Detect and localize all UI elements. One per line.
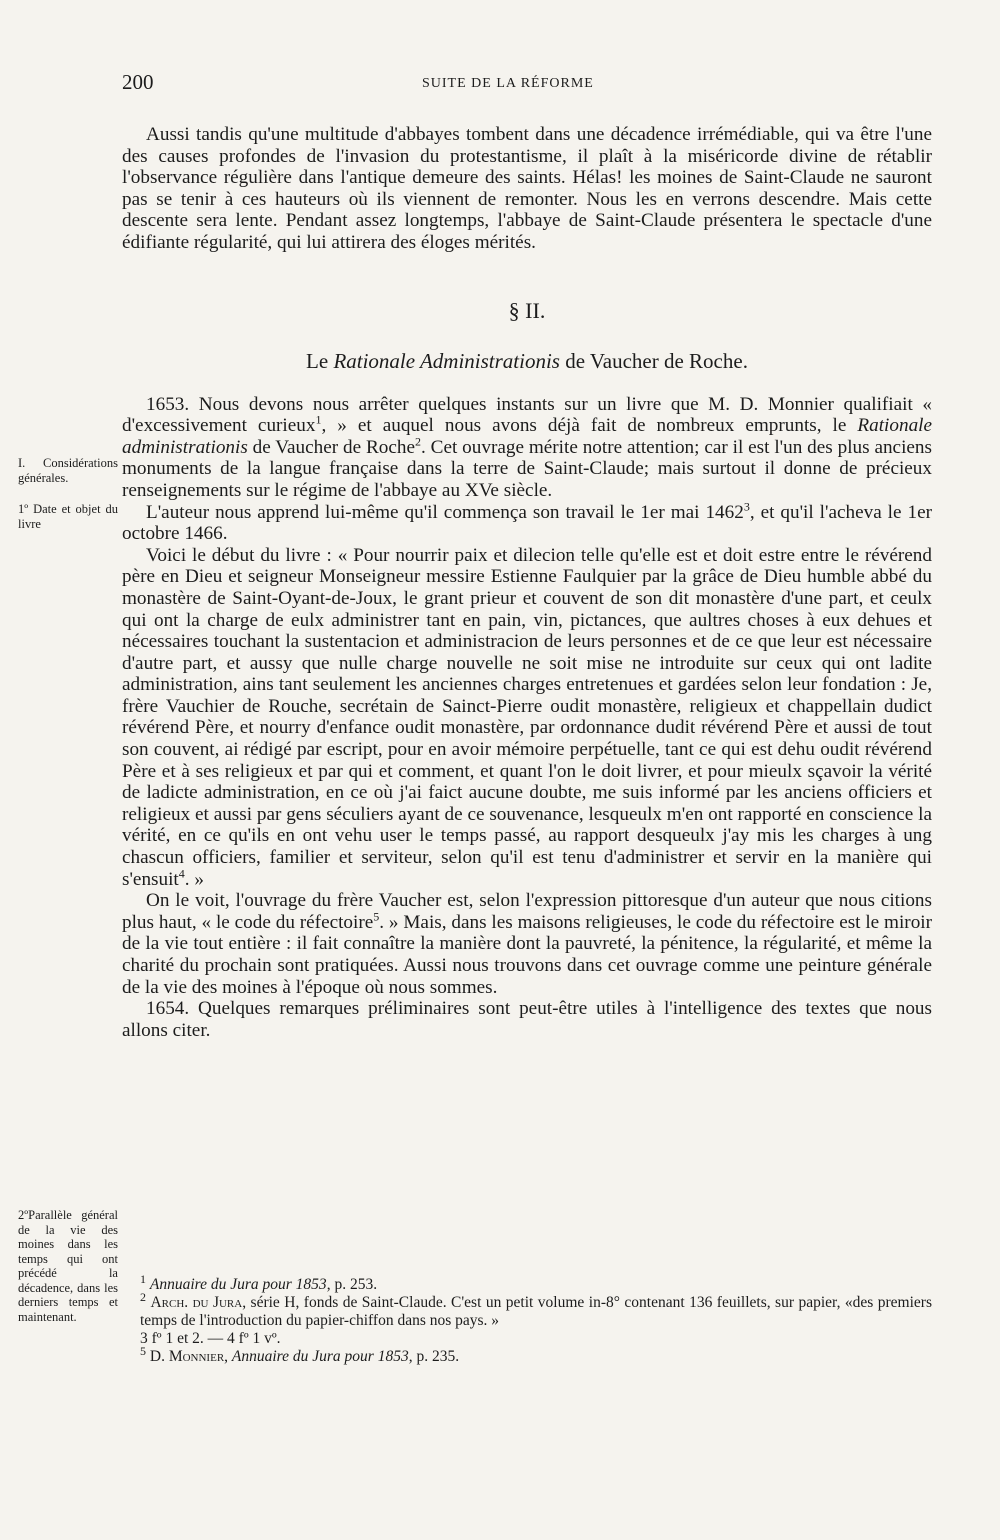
page-header [122, 70, 932, 100]
footnotes [122, 1271, 932, 1366]
section-title-pre: Le [306, 348, 334, 373]
footnote-ref: 1 [315, 412, 322, 427]
text-run: . Cet ouvrage mérite notre attention; car il est l'un des plus anciens monuments de la langue française dans la terre de Saint-Claude; mais surtout il donne de précieux renseignements sur le régime de l'abbaye au XVe siècle. [122, 436, 932, 501]
page-number: 200 [122, 70, 154, 94]
footnote-text: , p. 253. [326, 1276, 378, 1293]
margin-note-date-objet: 1º Date et objet du livre [18, 502, 118, 531]
footnote-italic: Annuaire du Jura pour 1853 [231, 1348, 409, 1365]
paragraph-1653 [122, 394, 932, 502]
footnote-number: 5 [140, 1343, 146, 1358]
footnote-2 [122, 1289, 932, 1330]
text-run: , » et auquel nous avons déjà fait de nombreux emprunts, le [321, 415, 858, 437]
footnote-5: $^5$ D. Monnier, Annuaire du Jura pour 1853, p. 235. [140, 1343, 460, 1365]
footnote-number: 2 [140, 1289, 146, 1304]
text-run: , et qu'il l'acheva le 1er octobre 1466. [122, 501, 932, 545]
footnote-smallcaps: D. Monnier [149, 1348, 225, 1365]
margin-note-considerations: I. Considérations générales. [18, 456, 118, 485]
paragraph-intro: Aussi tandis qu'une multitude d'abbayes tombent dans une décadence irrémédiable, qui va être l'une des causes profondes de l'invasion du protestantisme, il plaît à la miséricorde divine de rétablir l'observance régulière dans l'antique demeure des saints. Hélas! les moines de Saint-Claude ne sauront pas se tenir à ces hauteurs où ils viennent de remonter. Nous les en verrons descendre. Mais cette descente sera lente. Pendant assez longtemps, l'abbaye de Saint-Claude présentera le spectacle d'une édifiante régularité, qui lui attirera des éloges mérités. [122, 124, 932, 253]
footnote-smallcaps: Arch. du Jura [150, 1294, 243, 1311]
footnote-ref: 3 [743, 499, 750, 514]
text-run: On le voit, l'ouvrage du frère Vaucher est, selon l'expression pittoresque d'un auteur que nous citions plus haut, « le code du réfectoire [122, 890, 932, 933]
paragraph-1654: 1654. Quelques remarques préliminaires sont peut-être utiles à l'intelligence des textes que nous allons citer. [122, 998, 932, 1041]
footnote-ref: 4 [178, 866, 185, 881]
section-mark: § II. [508, 297, 546, 323]
paragraph-code-refectoire [122, 890, 932, 998]
main-text [122, 124, 932, 1041]
footnote-text: , série H, fonds de Saint-Claude. C'est un petit volume in-8° contenant 136 feuillets, sur papier, «des premiers temps de l'introduction du papier-chiffon dans nos pays. » [140, 1294, 932, 1329]
text-run: . » [184, 868, 204, 890]
text-run: de Vaucher de Roche [247, 436, 416, 458]
footnote-3-4: 3 fº 1 et 2. — 4 fº 1 vº. [140, 1330, 281, 1347]
text-run: 1653. Nous devons nous arrêter quelques instants sur un livre que M. D. Monnier qualifiait « d'excessivement curieux [122, 393, 932, 437]
footnote-number: 1 [140, 1271, 146, 1286]
section-title-italic: Rationale Administrationis [333, 348, 560, 373]
margin-note-parallele: 2ºParallèle général de la vie des moines dans les temps qui ont précédé la décadence, dans les derniers temps et maintenant. [18, 1208, 118, 1324]
footnote-ref: 2 [415, 434, 422, 449]
running-head: SUITE DE LA RÉFORME [422, 76, 594, 91]
text-run: L'auteur nous apprend lui-même qu'il commença son travail le 1er mai 1462 [146, 501, 744, 523]
section-title-post: de Vaucher de Roche. [559, 348, 748, 373]
footnote-italic: Annuaire du Jura pour 1853 [149, 1276, 327, 1293]
text-run: Voici le début du livre : « Pour nourrir paix et dilecion telle qu'elle est et doit estre entre le révérend père en Dieu et seigneur Monseigneur messire Estienne Faulquier par la grâce de Dieu humble abbé du monastère de Saint-Oyant-de-Joux, le grant prieur et couvent de son dit monastère d'une part, et ceulx qui ont la charge de eulx administrer tant en pain, vin, pictances, que aultres choses à eux dehues et nécessaires touchant la sustentacion et administracion de leurs personnes et de ce que leur est nécessaire d'autre part, et aussy que nulle charge nouvelle ne soit mise ne introduite sur ceux qui ont ladite administration, ains tant seulement les anciennes charges entretenues et gardées selon leur fondation : Je, frère Vauchier de Rouche, secrétain de Sainct-Pierre oudit monastère, religieux et chappellain dudict révérend Père, et nourry d'enfance oudit monastère, par ordonnance dudit révérend Père et aussi de tout son couvent, ai rédigé par escript, pour en avoir mémoire perpétuelle, tant ce qui est dehu oudit révérend Père et à ses religieux et par qui et comment, et quant l'on le doit livrer, et pour mieulx sçavoir la vérité de ladicte administration, en ce où j'ai faict aucune doubte, me suis informé par les anciens officiers et religieux et aussi par gens séculiers ayant de ce souvenance, lesqueulx m'en ont rapporté en conscience la vérité, en ce qu'ils en ont vehu user le temps passé, au rapport desqueulx j'ay mis les charges à ung chascun officiers, familier et serviteur, selon qu'il est tenu d'administrer et servir en la manière qui s'ensuit [122, 544, 932, 890]
paragraph-auteur [122, 499, 932, 545]
section-title [122, 349, 932, 374]
text-italic: Rationale administrationis [122, 415, 933, 458]
footnote-ref: 5 [373, 909, 380, 924]
text-run: . » Mais, dans les maisons religieuses, le code du réfectoire est le miroir de la vie tout entière : il fait connaître la manière dont la pauvreté, la pénitence, la régularité, et même la charité du prochain sont pratiquées. Aussi nous trouvons dans cet ouvrage comme une peinture générale de la vie des moines à l'époque où nous sommes. [122, 911, 933, 998]
paragraph-debut-livre [122, 545, 932, 891]
footnote-1 [122, 1271, 932, 1294]
footnote-text: , p. 235. [408, 1348, 460, 1365]
